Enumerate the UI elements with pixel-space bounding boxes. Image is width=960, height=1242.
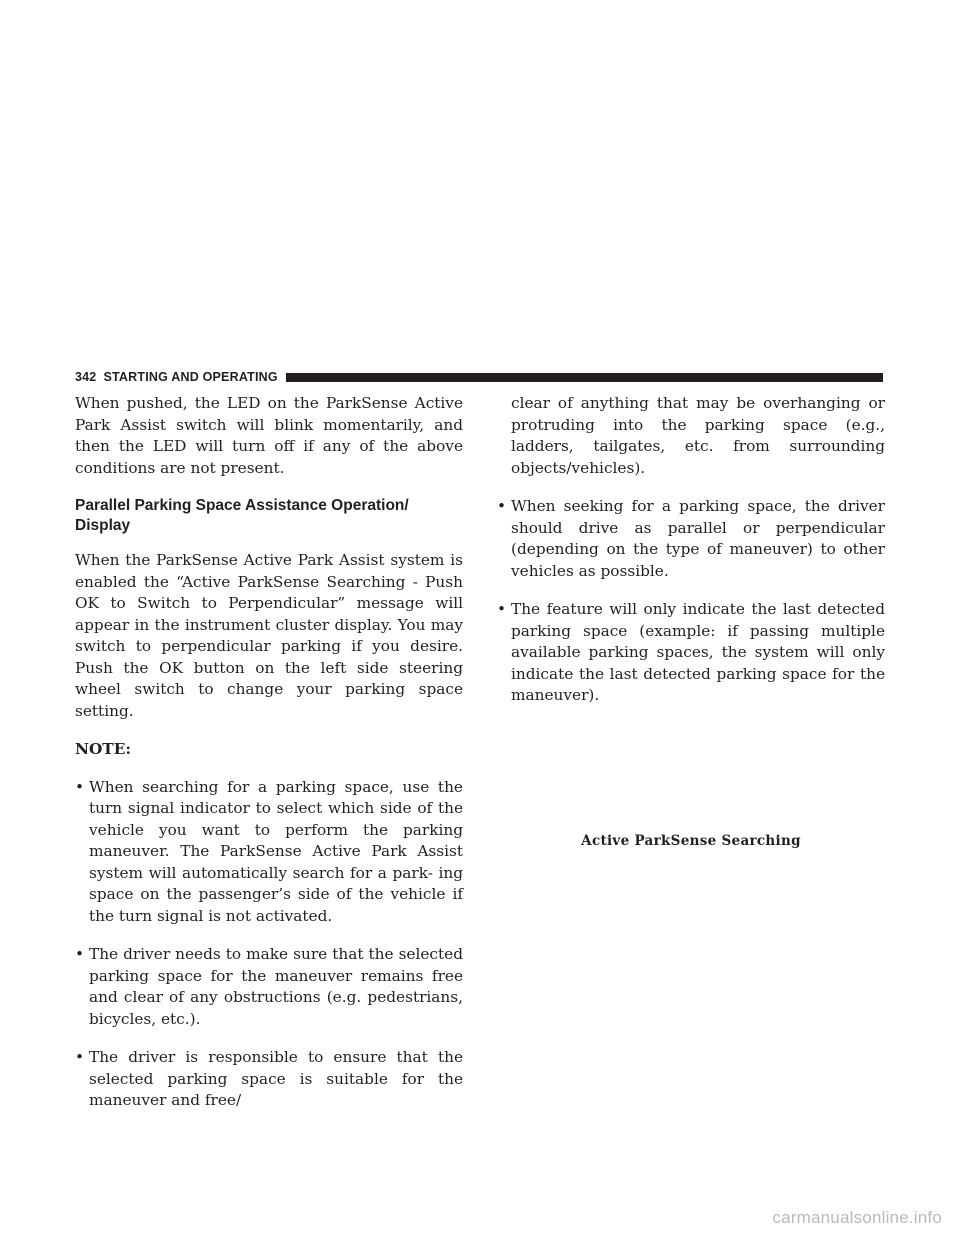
bullet-icon: • (497, 497, 507, 515)
note-bullet-list (75, 777, 463, 1112)
bullet-icon: • (75, 1048, 85, 1066)
section-title: STARTING AND OPERATING (103, 370, 278, 384)
page-number: 342 (75, 370, 97, 384)
bullet-icon: • (75, 777, 85, 796)
list-item (75, 1047, 463, 1112)
header-rule (286, 373, 883, 382)
left-column (75, 393, 463, 1129)
bullet-text: The feature will only indicate the last detected parking space (example: if passing multiple available parking spaces, the system will only indicate the last detected parking space for the maneuver). (511, 600, 885, 704)
intro-paragraph: When pushed, the LED on the ParkSense Active Park Assist switch will blink momentarily, and then the LED will turn off if any of the above conditions are not present. (75, 394, 463, 477)
list-item (75, 777, 463, 928)
note-label: NOTE: (75, 740, 131, 758)
section-subheading: Parallel Parking Space Assistance Operation/ Display (75, 497, 409, 534)
list-item (75, 944, 463, 1030)
figure-placeholder (497, 612, 885, 826)
bullet-text: When searching for a parking space, use the turn signal indicator to select which side of the vehicle you want to perform the parking maneuver. The ParkSense Active Park Assist system will automatically search for a park- ing space on the passenger’s side of the vehicle if the turn signal is not activated. (89, 777, 463, 925)
body-paragraph: When the ParkSense Active Park Assist system is enabled the “Active ParkSense Searching - Push OK to Switch to Perpendicular” message will appear in the instrument cluster display. You may switch to perpendicular parking if you desire. Push the OK button on the left side steering wheel switch to change your parking space setting. (75, 551, 463, 720)
watermark-link[interactable]: carmanualsonline.info (772, 1208, 942, 1227)
bullet-text: When seeking for a parking space, the driver should drive as parallel or perpendicular (depending on the type of maneuver) to other vehicles as possible. (511, 497, 885, 580)
bullet-icon: • (497, 600, 507, 618)
bullet-text: The driver is responsible to ensure that the selected parking space is suitable for the maneuver and free/ (89, 1048, 463, 1109)
bullet-text: The driver needs to make sure that the selected parking space for the maneuver remains free and clear of any obstructions (e.g. pedestrians, bicycles, etc.). (89, 945, 463, 1028)
page-header (75, 369, 883, 385)
list-item (497, 496, 885, 582)
continued-bullet-text: clear of anything that may be overhanging or protruding into the parking space (e.g., ladders, tailgates, etc. from surrounding objects/vehicles). (511, 394, 885, 477)
figure-caption: Active ParkSense Searching (581, 833, 801, 849)
bullet-icon: • (75, 945, 85, 963)
